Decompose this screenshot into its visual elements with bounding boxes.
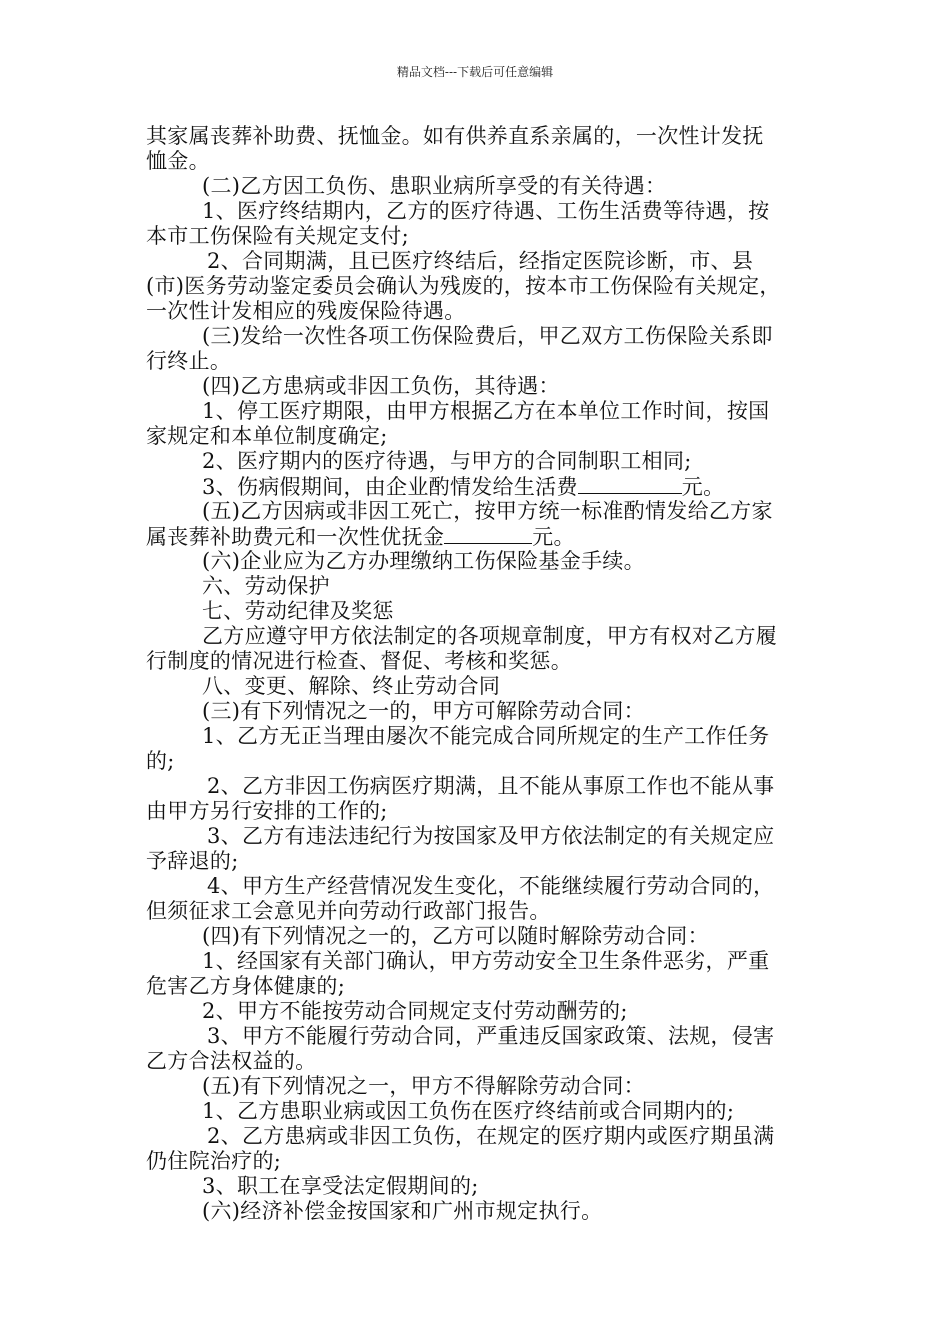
text-line [146, 649, 806, 674]
text-line [146, 1099, 806, 1124]
text-line [146, 574, 806, 599]
line-text: 家规定和本单位制度确定; [146, 424, 388, 448]
line-text: (四)乙方患病或非因工负伤，其待遇： [202, 374, 560, 398]
line-text: 3、乙方有违法违纪行为按国家及甲方依法制定的有关规定应 [207, 824, 775, 848]
line-text: 1、经国家有关部门确认，甲方劳动安全卫生条件恶劣，严重 [202, 949, 770, 973]
line-text: 乙方应遵守甲方依法制定的各项规章制度，甲方有权对乙方履 [202, 624, 778, 648]
text-line [146, 474, 806, 499]
line-text: 2、乙方患病或非因工负伤，在规定的医疗期内或医疗期虽满 [207, 1124, 775, 1148]
text-line [146, 724, 806, 749]
line-text: (三)发给一次性各项工伤保险费后，甲乙双方工伤保险关系即 [202, 324, 773, 348]
line-text: (六)企业应为乙方办理缴纳工伤保险基金手续。 [202, 549, 645, 573]
fill-in-blank [578, 474, 682, 494]
line-text: 3、伤病假期间，由企业酌情发给生活费 [202, 475, 578, 499]
text-line [146, 1049, 806, 1074]
text-line [146, 824, 806, 849]
line-text: 行制度的情况进行检查、督促、考核和奖惩。 [146, 649, 572, 673]
line-text: 恤金。 [146, 149, 210, 173]
line-text: 2、乙方非因工伤病医疗期满，且不能从事原工作也不能从事 [207, 774, 775, 798]
text-line [146, 499, 806, 524]
text-line [146, 949, 806, 974]
line-text: 由甲方另行安排的工作的; [146, 799, 388, 823]
text-line [146, 1074, 806, 1099]
text-line [146, 924, 806, 949]
text-line [146, 774, 806, 799]
text-line [146, 749, 806, 774]
line-text: 属丧葬补助费元和一次性优抚金 [146, 525, 445, 549]
line-text-suffix: 元。 [681, 475, 725, 499]
text-line [146, 599, 806, 624]
line-text: 1、乙方患职业病或因工负伤在医疗终结前或合同期内的; [202, 1099, 735, 1123]
line-text: 六、劳动保护 [202, 574, 330, 598]
text-line [146, 674, 806, 699]
text-line [146, 1199, 806, 1224]
line-text: (二)乙方因工负伤、患职业病所享受的有关待遇： [202, 174, 667, 198]
text-line [146, 124, 806, 149]
text-line [146, 199, 806, 224]
text-line [146, 849, 806, 874]
line-text: 予辞退的; [146, 849, 239, 873]
line-text: 危害乙方身体健康的; [146, 974, 346, 998]
line-text: 其家属丧葬补助费、抚恤金。如有供养直系亲属的，一次性计发抚 [146, 124, 764, 148]
line-text: (市)医务劳动鉴定委员会确认为残废的，按本市工伤保险有关规定， [146, 274, 781, 298]
text-line [146, 449, 806, 474]
line-text: 3、甲方不能履行劳动合同，严重违反国家政策、法规，侵害 [207, 1024, 775, 1048]
text-line [146, 224, 806, 249]
text-line [146, 1149, 806, 1174]
text-line [146, 324, 806, 349]
line-text: (六)经济补偿金按国家和广州市规定执行。 [202, 1199, 603, 1223]
text-line [146, 899, 806, 924]
line-text: 2、合同期满，且已医疗终结后，经指定医院诊断，市、县 [207, 249, 754, 273]
text-line [146, 699, 806, 724]
text-line [146, 1124, 806, 1149]
text-line [146, 274, 806, 299]
line-text: 4、甲方生产经营情况发生变化，不能继续履行劳动合同的， [207, 874, 775, 898]
text-line [146, 299, 806, 324]
line-text-suffix: 元。 [532, 525, 575, 549]
line-text: 2、医疗期内的医疗待遇，与甲方的合同制职工相同; [202, 449, 692, 473]
line-text: 的; [146, 749, 175, 773]
text-line [146, 799, 806, 824]
fill-in-blank [444, 524, 532, 544]
line-text: (三)有下列情况之一的，甲方可解除劳动合同： [202, 699, 645, 723]
line-text: 但须征求工会意见并向劳动行政部门报告。 [146, 899, 551, 923]
line-text: 本市工伤保险有关规定支付; [146, 224, 409, 248]
text-line [146, 1024, 806, 1049]
text-line [146, 424, 806, 449]
paragraph-block [146, 124, 806, 1224]
line-text: 八、变更、解除、终止劳动合同 [202, 674, 501, 698]
line-text: 1、停工医疗期限，由甲方根据乙方在本单位工作时间，按国 [202, 399, 770, 423]
line-text: 乙方合法权益的。 [146, 1049, 317, 1073]
text-line [146, 249, 806, 274]
text-line [146, 974, 806, 999]
text-line [146, 399, 806, 424]
line-text: 1、医疗终结期内，乙方的医疗待遇、工伤生活费等待遇，按 [202, 199, 770, 223]
line-text: 2、甲方不能按劳动合同规定支付劳动酬劳的; [202, 999, 628, 1023]
page-header [0, 64, 950, 80]
line-text: (四)有下列情况之一的，乙方可以随时解除劳动合同： [202, 924, 709, 948]
line-text: 1、乙方无正当理由屡次不能完成合同所规定的生产工作任务 [202, 724, 770, 748]
line-text: 行终止。 [146, 349, 232, 373]
text-line [146, 174, 806, 199]
document-body [146, 124, 806, 1224]
line-text: 七、劳动纪律及奖惩 [202, 599, 394, 623]
text-line [146, 1174, 806, 1199]
line-text: (五)有下列情况之一，甲方不得解除劳动合同： [202, 1074, 645, 1098]
line-text: 一次性计发相应的残废保险待遇。 [146, 299, 466, 323]
line-text: 仍住院治疗的; [146, 1149, 282, 1173]
text-line [146, 349, 806, 374]
text-line [146, 149, 806, 174]
text-line [146, 999, 806, 1024]
text-line [146, 374, 806, 399]
text-line [146, 524, 806, 549]
text-line [146, 549, 806, 574]
header-text: 精品文档---下载后可任意编辑 [396, 65, 554, 79]
text-line [146, 624, 806, 649]
text-line [146, 874, 806, 899]
line-text: (五)乙方因病或非因工死亡，按甲方统一标准酌情发给乙方家 [202, 499, 773, 523]
line-text: 3、职工在享受法定假期间的; [202, 1174, 479, 1198]
